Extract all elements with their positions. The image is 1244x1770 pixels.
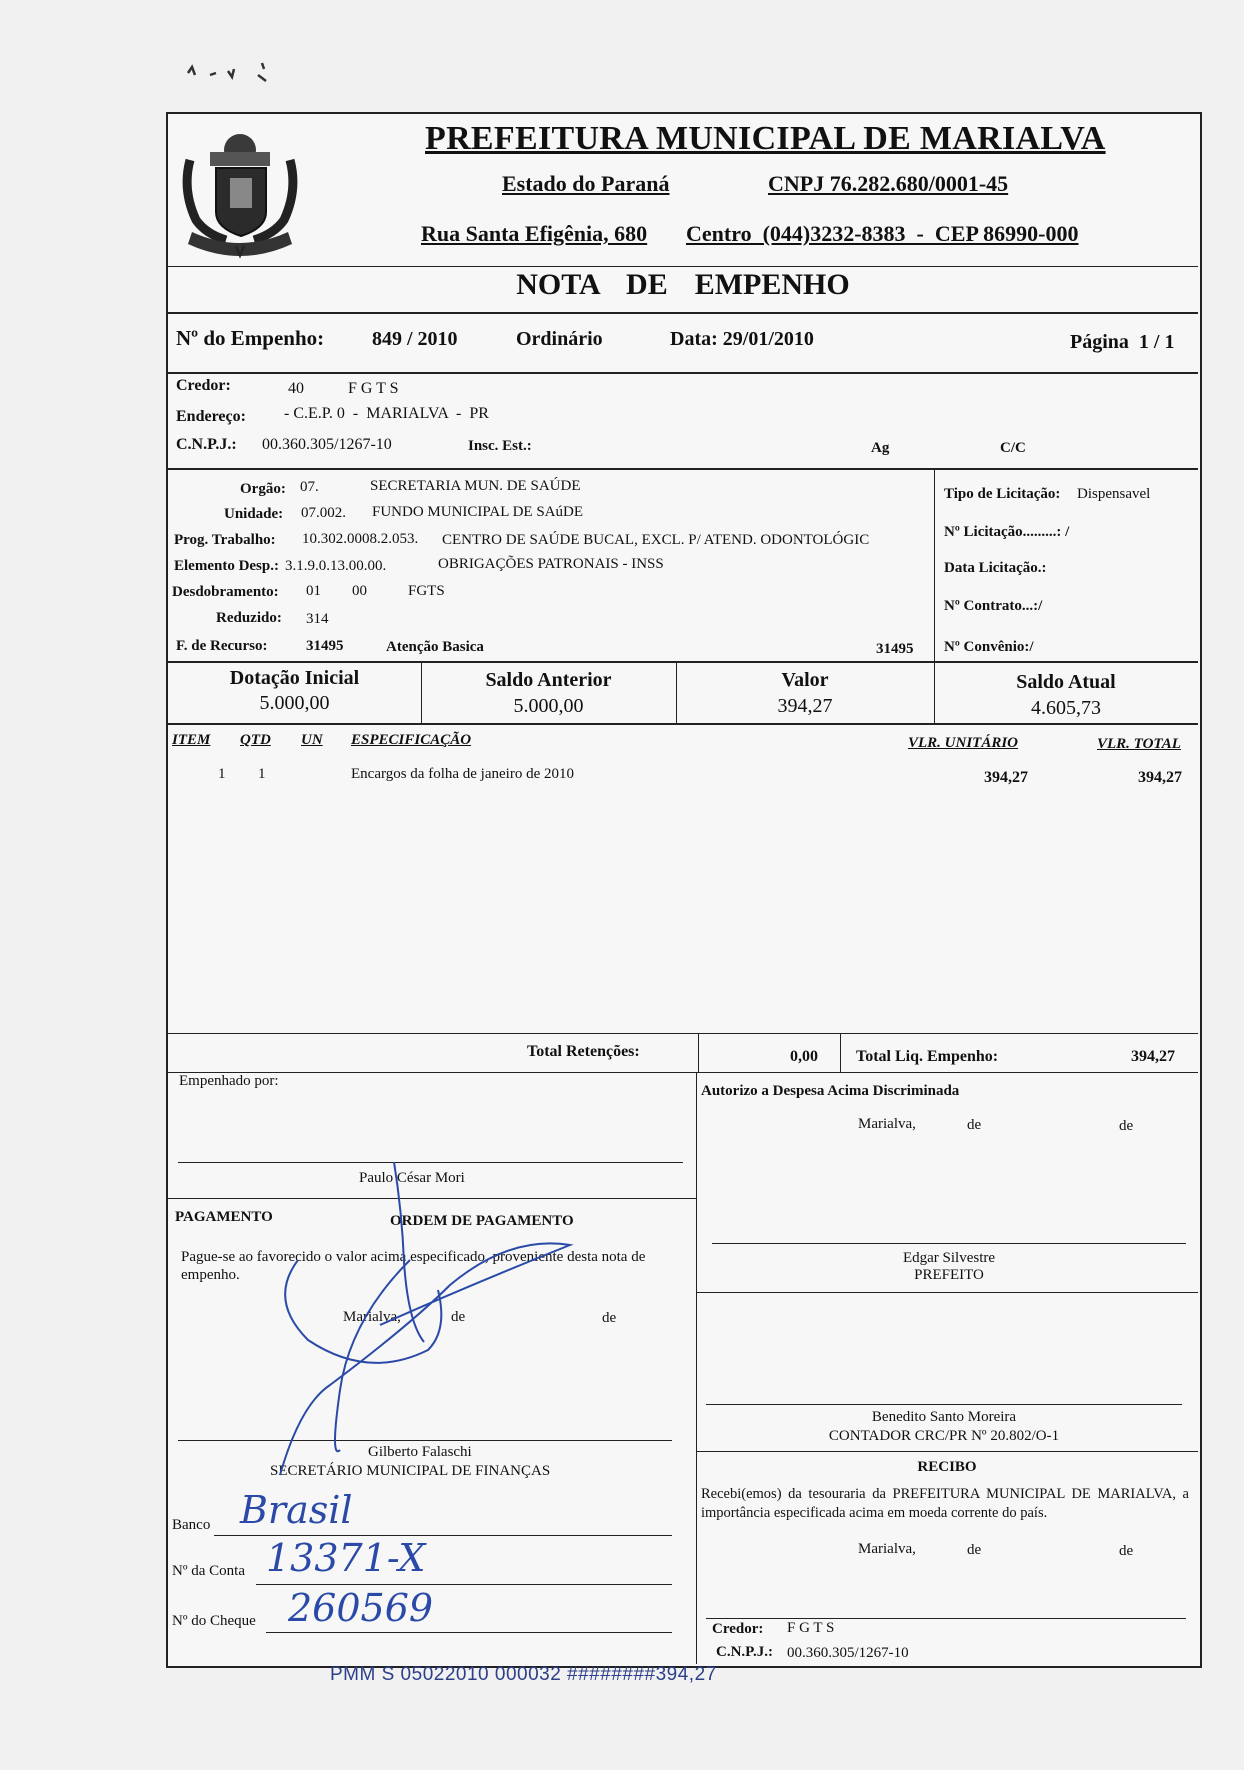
handwritten-signature [260, 1150, 640, 1480]
page-indicator: Página 1 / 1 [1070, 331, 1175, 353]
empenho-number-label: Nº do Empenho: [176, 326, 325, 350]
endereco-value: - C.E.P. 0 - MARIALVA - PR [284, 405, 489, 422]
unidade-label: Unidade: [224, 506, 284, 522]
cheque-label: Nº do Cheque [172, 1613, 256, 1629]
conta-corrente-label: C/C [1000, 440, 1026, 456]
prog-trabalho-code: 10.302.0008.2.053. [302, 531, 419, 547]
divider [168, 312, 1198, 314]
valor-value: 394,27 [777, 695, 833, 717]
reduzido-value: 314 [306, 611, 329, 627]
total-retencoes-value: 0,00 [790, 1048, 818, 1065]
prefeito-role: PREFEITO [914, 1267, 984, 1283]
divider [168, 372, 1198, 374]
credor-name: F G T S [348, 380, 399, 397]
divider [840, 1033, 841, 1072]
conta-label: Nº da Conta [172, 1563, 245, 1579]
divider [696, 1292, 1198, 1293]
bank-stamp: PMM S 05022010 000032 ########394,27 [330, 1664, 717, 1685]
unidade-name: FUNDO MUNICIPAL DE SAúDE [372, 504, 583, 520]
elemento-despesa-label: Elemento Desp.: [174, 558, 279, 574]
date-de: de [451, 1309, 466, 1325]
divider [696, 1451, 1198, 1452]
date-de: de [967, 1117, 982, 1133]
cheque-handwritten: 260569 [288, 1586, 434, 1630]
saldo-anterior-label: Saldo Anterior [485, 669, 612, 691]
autorizo-local: Marialva, [858, 1116, 916, 1132]
cheque-line [266, 1632, 672, 1633]
total-liquido-value: 394,27 [1131, 1048, 1175, 1065]
pagamento-label: PAGAMENTO [175, 1209, 273, 1225]
dotacao-inicial-value: 5.000,00 [259, 692, 330, 714]
col-vlr-total: VLR. TOTAL [1097, 736, 1181, 752]
elemento-despesa-code: 3.1.9.0.13.00.00. [285, 558, 387, 574]
insc-est-label: Insc. Est.: [468, 438, 532, 454]
conta-line [256, 1584, 672, 1585]
unidade-code: 07.002. [301, 505, 346, 521]
credor-label: Credor: [176, 377, 231, 394]
recibo-text: Recebi(emos) da tesouraria da PREFEITURA MUNICIPAL DE MARIALVA, a importância especificada acima em moeda corrente do país. [701, 1486, 1189, 1521]
data-licitacao-label: Data Licitação.: [944, 560, 1047, 576]
item-qtd: 1 [258, 766, 266, 782]
coat-of-arms-emblem [180, 120, 320, 260]
fonte-recurso-name: Atenção Basica [386, 639, 484, 655]
banco-label: Banco [172, 1517, 211, 1533]
item-total-value: 394,27 [1138, 769, 1182, 786]
tipo-licitacao-label: Tipo de Licitação: [944, 486, 1061, 502]
contador-role: CONTADOR CRC/PR Nº 20.802/O-1 [828, 1428, 1060, 1444]
empenho-type: Ordinário [516, 328, 603, 350]
recibo-cnpj-label: C.N.P.J.: [716, 1644, 773, 1660]
recibo-local: Marialva, [858, 1541, 916, 1557]
numero-convenio-label: Nº Convênio:/ [944, 639, 1034, 655]
desdobramento-label: Desdobramento: [172, 584, 279, 600]
col-especificacao: ESPECIFICAÇÃO [351, 732, 472, 748]
saldo-atual-label: Saldo Atual [1016, 671, 1116, 693]
contador-name: Benedito Santo Moreira [871, 1409, 1017, 1425]
col-vlr-unitario: VLR. UNITÁRIO [908, 735, 1019, 751]
total-retencoes-label: Total Retenções: [527, 1043, 640, 1060]
prog-trabalho-label: Prog. Trabalho: [174, 532, 276, 548]
address-street: Rua Santa Efigênia, 680 [421, 221, 648, 246]
total-liquido-label: Total Liq. Empenho: [856, 1048, 999, 1065]
secretario-name: Gilberto Falaschi [368, 1444, 472, 1460]
scan-marks [180, 55, 340, 95]
divider [698, 1033, 699, 1072]
banco-handwritten: Brasil [240, 1488, 353, 1532]
orgao-label: Orgão: [240, 481, 286, 497]
date-de: de [602, 1310, 617, 1326]
recibo-cnpj-value: 00.360.305/1267-10 [787, 1645, 909, 1661]
state-label: Estado do Paraná [502, 171, 670, 196]
cnpj-label: C.N.P.J.: [176, 436, 237, 453]
divider [934, 468, 935, 661]
col-item: ITEM [172, 732, 211, 748]
col-un: UN [301, 732, 323, 748]
secretario-role: SECRETÁRIO MUNICIPAL DE FINANÇAS [270, 1463, 551, 1479]
reduzido-label: Reduzido: [216, 610, 282, 626]
numero-contrato-label: Nº Contrato...:/ [944, 598, 1043, 614]
empenhado-por-label: Empenhado por: [179, 1073, 279, 1089]
ordem-pagamento-label: ORDEM DE PAGAMENTO [390, 1213, 574, 1229]
divider [168, 266, 1198, 267]
pagamento-text: Pague-se ao favorecido o valor acima especificado, proveniente desta nota de empenho. [181, 1249, 646, 1283]
fonte-recurso-code: 31495 [306, 638, 344, 654]
credor-code: 40 [288, 380, 304, 397]
cnpj-label: CNPJ 76.282.680/0001-45 [768, 171, 1009, 196]
fonte-recurso-code-2: 31495 [876, 641, 914, 657]
recibo-credor-label: Credor: [712, 1621, 764, 1637]
empenho-date: Data: 29/01/2010 [670, 328, 814, 350]
divider [168, 723, 1198, 725]
document-title: NOTA DE EMPENHO [516, 268, 850, 301]
recibo-credor-value: F G T S [787, 1620, 835, 1636]
item-number: 1 [218, 766, 226, 782]
divider [168, 1033, 1198, 1034]
divider [696, 1072, 697, 1664]
divider [168, 468, 1198, 470]
desdobramento-b: 00 [352, 583, 367, 599]
institution-title: PREFEITURA MUNICIPAL DE MARIALVA [425, 120, 1106, 157]
agencia-label: Ag [871, 440, 890, 456]
signature-line [712, 1243, 1186, 1244]
recibo-title: RECIBO [917, 1459, 977, 1475]
prog-trabalho-name: CENTRO DE SAÚDE BUCAL, EXCL. P/ ATEND. ODONTOLÓGIC [442, 532, 870, 548]
item-description: Encargos da folha de janeiro de 2010 [351, 766, 574, 782]
saldo-atual-value: 4.605,73 [1031, 697, 1101, 719]
endereco-label: Endereço: [176, 408, 246, 425]
empenhado-por-name: Paulo César Mori [359, 1170, 465, 1186]
col-qtd: QTD [240, 732, 271, 748]
signature-line [706, 1404, 1182, 1405]
fonte-recurso-label: F. de Recurso: [176, 638, 268, 654]
item-unit-value: 394,27 [984, 769, 1028, 786]
desdobramento-name: FGTS [408, 583, 445, 599]
autorizo-label: Autorizo a Despesa Acima Discriminada [701, 1083, 960, 1099]
conta-handwritten: 13371-X [266, 1536, 426, 1580]
date-de: de [967, 1542, 982, 1558]
dotacao-inicial-label: Dotação Inicial [229, 667, 360, 689]
tipo-licitacao-value: Dispensavel [1077, 486, 1151, 502]
credor-cnpj: 00.360.305/1267-10 [262, 436, 392, 453]
pagamento-local: Marialva, [343, 1309, 401, 1325]
prefeito-name: Edgar Silvestre [902, 1250, 996, 1266]
signature-line [706, 1618, 1186, 1619]
empenho-number: 849 / 2010 [372, 328, 458, 350]
divider [168, 661, 1198, 663]
orgao-name: SECRETARIA MUN. DE SAÚDE [370, 478, 581, 494]
saldo-anterior-value: 5.000,00 [513, 695, 584, 717]
desdobramento-a: 01 [306, 583, 321, 599]
divider [168, 1072, 1198, 1073]
date-de: de [1119, 1543, 1134, 1559]
numero-licitacao-label: Nº Licitação.........: / [944, 524, 1070, 540]
valor-label: Valor [781, 669, 829, 691]
orgao-code: 07. [300, 479, 319, 495]
address-phone-cep: Centro (044)3232-8383 - CEP 86990-000 [686, 221, 1079, 246]
date-de: de [1119, 1118, 1134, 1134]
elemento-despesa-name: OBRIGAÇÕES PATRONAIS - INSS [438, 556, 664, 572]
